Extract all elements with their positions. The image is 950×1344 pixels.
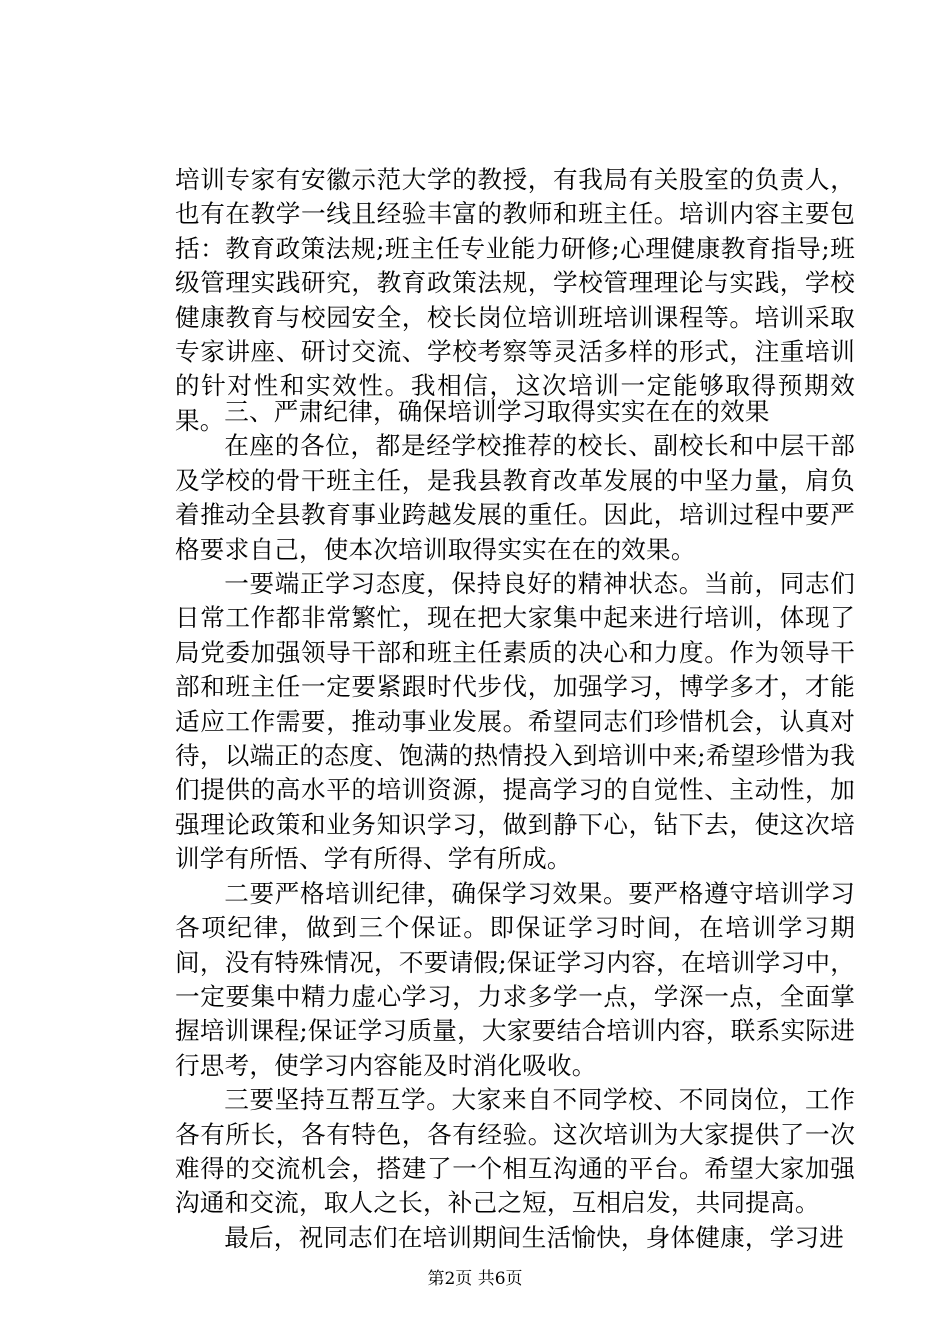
- body-paragraph-1: 在座的各位，都是经学校推荐的校长、副校长和中层干部及学校的骨干班主任，是我县教育改革发展的中坚力量，肩负着推动全县教育事业跨越发展的重任。因此，培训过程中要严格要求自己，使本次培训取得实实在在的效果。: [175, 431, 855, 564]
- section-heading: 三、严肃纪律，确保培训学习取得实实在在的效果: [224, 397, 770, 426]
- body-paragraph-2: 一要端正学习态度，保持良好的精神状态。当前，同志们日常工作都非常繁忙，现在把大家集中起来进行培训，体现了局党委加强领导干部和班主任素质的决心和力度。作为领导干部和班主任一定要紧跟时代步伐，加强学习，博学多才，才能适应工作需要，推动事业发展。希望同志们珍惜机会，认真对待，以端正的态度、饱满的热情投入到培训中来;希望珍惜为我们提供的高水平的培训资源，提高学习的自觉性、主动性，加强理论政策和业务知识学习，做到静下心，钻下去，使这次培训学有所悟、学有所得、学有所成。: [175, 569, 855, 874]
- body-paragraph-5: 最后，祝同志们在培训期间生活愉快，身体健康，学习进: [224, 1222, 845, 1252]
- body-paragraph-3: 二要严格培训纪律，确保学习效果。要严格遵守培训学习各项纪律，做到三个保证。即保证学习时间，在培训学习期间，没有特殊情况，不要请假;保证学习内容，在培训学习中，一定要集中精力虚心学习，力求多学一点，学深一点，全面掌握培训课程;保证学习质量，大家要结合培训内容，联系实际进行思考，使学习内容能及时消化吸收。: [175, 878, 855, 1080]
- intro-continuation-paragraph: 培训专家有安徽示范大学的教授，有我局有关股室的负责人，也有在教学一线且经验丰富的教师和班主任。培训内容主要包括：教育政策法规;班主任专业能力研修;心理健康教育指导;班级管理实践研究，教育政策法规，学校管理理论与实践，学校健康教育与校园安全，校长岗位培训班培训课程等。培训采取专家讲座、研讨交流、学校考察等灵活多样的形式，注重培训的针对性和实效性。我相信，这次培训一定能够取得预期效果。: [175, 165, 855, 435]
- section-three-block: [175, 395, 855, 1255]
- body-paragraph-4: 三要坚持互帮互学。大家来自不同学校、不同岗位，工作各有所长，各有特色，各有经验。这次培训为大家提供了一次难得的交流机会，搭建了一个相互沟通的平台。希望大家加强沟通和交流，取人之长，补己之短，互相启发，共同提高。: [175, 1085, 855, 1218]
- page-number-footer: 第2页 共6页: [427, 1269, 523, 1289]
